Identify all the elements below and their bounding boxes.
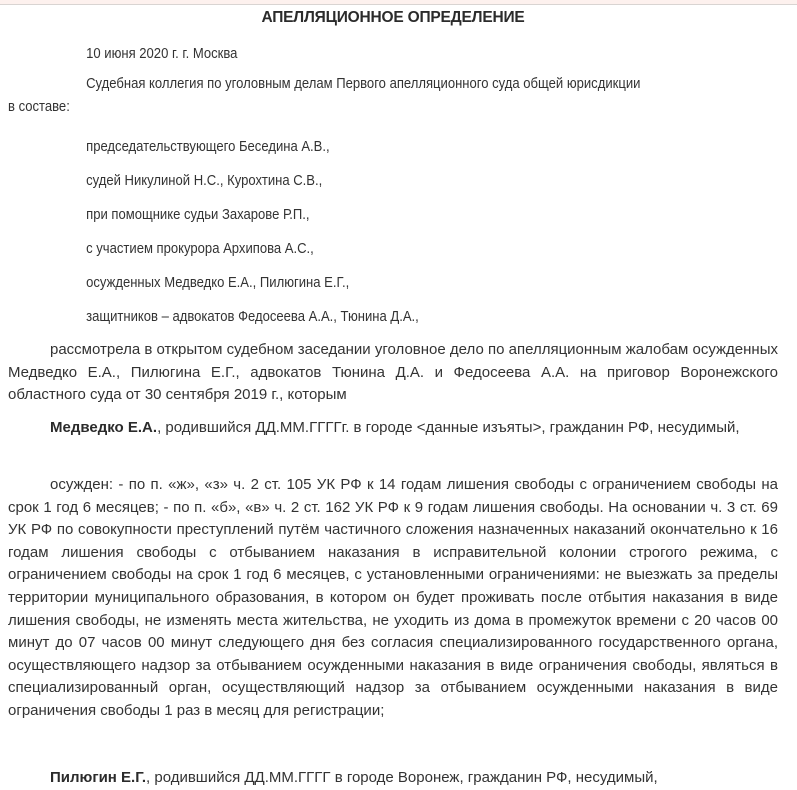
composition-item: [8, 169, 778, 192]
composition-presiding: председательствующего Беседина А.В.,: [86, 138, 330, 155]
composition-item: [8, 237, 778, 260]
date-place-text: 10 июня 2020 г. г. Москва: [86, 45, 238, 62]
composition-defenders: защитников – адвокатов Федосеева А.А., Тюнина Д.А.,: [86, 308, 419, 325]
person2-name: Пилюгин Е.Г.: [50, 769, 147, 786]
top-border: [0, 0, 797, 5]
composition-prosecutor: с участием прокурора Архипова А.С.,: [86, 240, 314, 257]
composition-assistant: при помощнике судьи Захарове Р.П.,: [86, 206, 310, 223]
intro-paragraph: [8, 72, 778, 118]
sentence1-paragraph: осужден: - по п. «ж», «з» ч. 2 ст. 105 УК РФ к 14 годам лишения свободы с ограничением свободы на срок 1 год 6 месяцев; - по п. «б», «в» ч. 2 ст. 162 УК РФ к 9 годам лишения свободы. На основании ч. 3 ст. 69 УК РФ по совокупности преступлений путём частичного сложения назначенных наказаний окончательно к 16 годам лишения свободы с отбыванием наказания в исправительной колонии строгого режима, с ограничением свободы на срок 1 год 6 месяцев, с установленными ограничениями: не выезжать за пределы территории муниципального образования, в котором он будет проживать после отбытия наказания в виде лишения свободы, не изменять места жительства, не уходить из дома в промежуток времени с 20 часов 00 минут до 07 часов 00 минут следующего дня без согласия специализированного государственного органа, осуществляющего надзор за отбыванием осужденными наказания в виде ограничения свободы, являться в специализированный орган, осуществляющий надзор за отбыванием осужденными наказания в виде ограничения свободы 1 раз в месяц для регистрации;: [8, 476, 778, 719]
considered-paragraph: рассмотрела в открытом судебном заседании уголовное дело по апелляционным жалобам осужденных Медведко Е.А., Пилюгина Е.Г., адвокатов Тюнина Д.А. и Федосеева А.А. на приговор Воронежского областного суда от 30 сентября 2019 г., которым: [8, 341, 778, 404]
document-title: АПЕЛЛЯЦИОННОЕ ОПРЕДЕЛЕНИЕ: [261, 9, 525, 26]
composition-item: [8, 135, 778, 158]
composition-item: [8, 271, 778, 294]
composition-item: [8, 203, 778, 226]
person2-paragraph: [8, 767, 778, 790]
person2-details: , родившийся ДД.ММ.ГГГГ в городе Воронеж, гражданин РФ, несудимый,: [146, 769, 658, 786]
intro-line-1: Судебная коллегия по уголовным делам Первого апелляционного суда общей юрисдикции: [86, 75, 641, 92]
date-place: [8, 42, 778, 65]
composition-item: [8, 305, 778, 328]
intro-line-2: в составе:: [8, 98, 70, 115]
composition-judges: судей Никулиной Н.С., Курохтина С.В.,: [86, 172, 323, 189]
person1-paragraph: [8, 417, 778, 440]
composition-convicted: осужденных Медведко Е.А., Пилюгина Е.Г.,: [86, 274, 350, 291]
person1-details: , родившийся ДД.ММ.ГГГГг. в городе <данные изъяты>, гражданин РФ, несудимый,: [157, 419, 740, 436]
person1-name: Медведко Е.А.: [50, 419, 158, 436]
